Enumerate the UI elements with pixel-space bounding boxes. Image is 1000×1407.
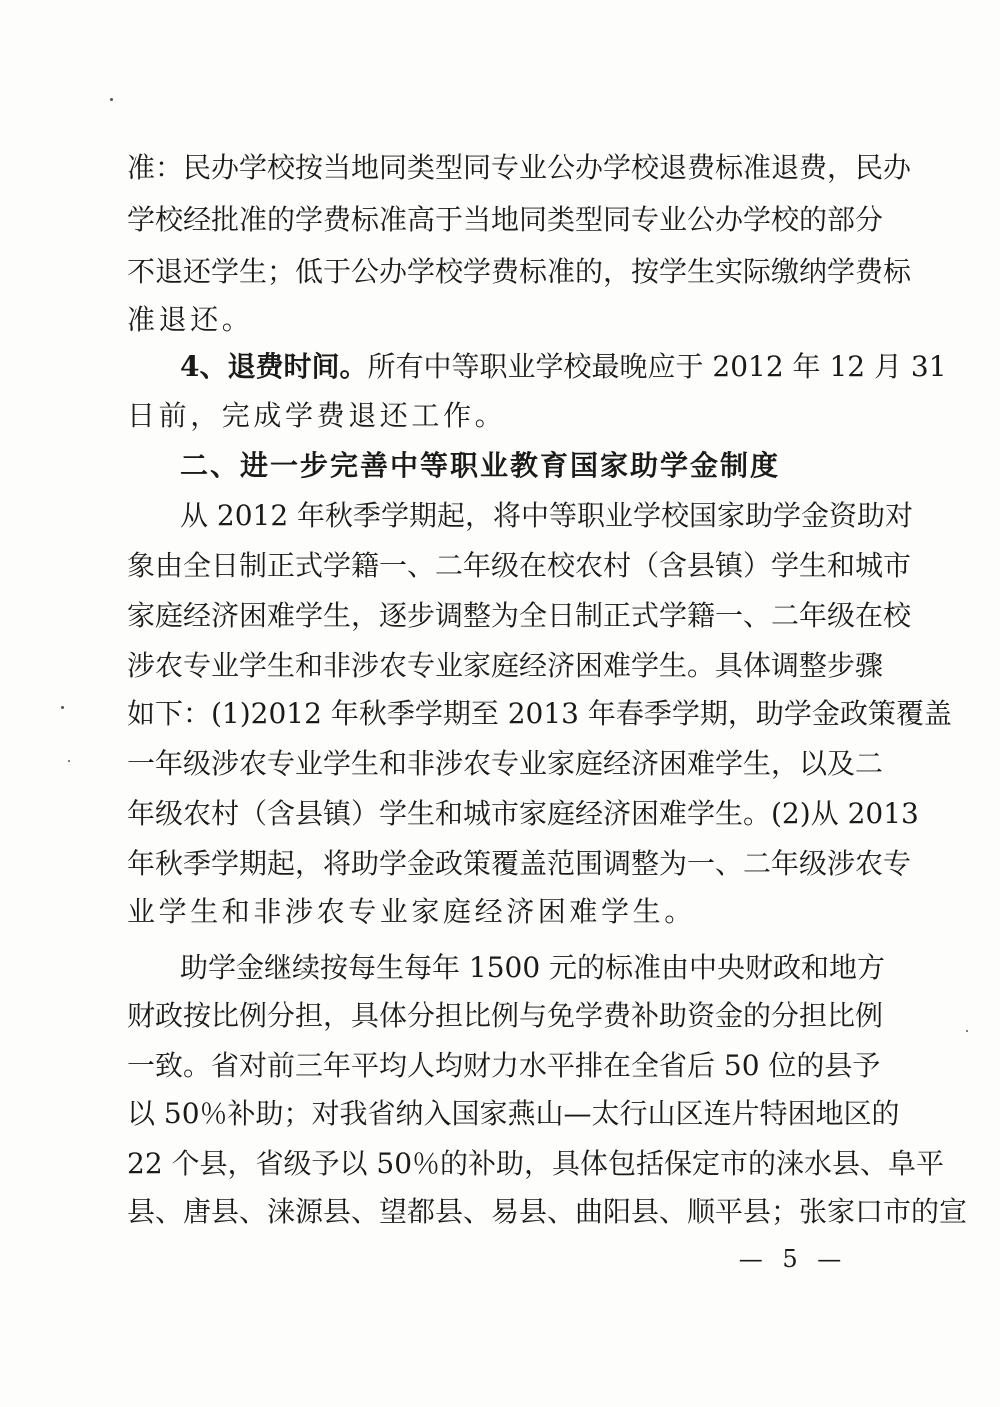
paragraph-text: 所有中等职业学校最晚应于 2012 年 12 月 31 (367, 350, 947, 383)
scan-speck (966, 1030, 968, 1032)
section-heading: 二、进一步完善中等职业教育国家助学金制度 (180, 449, 781, 482)
paragraph-line: 一致。省对前三年平均人均财力水平排在全省后 50 位的县予 (127, 1049, 881, 1082)
paragraph-line (180, 347, 947, 387)
paragraph-line: 财政按比例分担，具体分担比例与免学费补助资金的分担比例 (127, 999, 884, 1032)
paragraph-line: 如下：(1)2012 年秋季学期至 2013 年春季学期，助学金政策覆盖 (127, 697, 952, 730)
paragraph-line: 日前，完成学费退还工作。 (127, 399, 507, 432)
scan-speck (110, 98, 113, 101)
paragraph-line: 学校经批准的学费标准高于当地同类型同专业公办学校的部分 (127, 203, 884, 236)
bold-lead: 4、退费时间。 (180, 350, 368, 383)
page-number: — 5 — (738, 1245, 848, 1273)
paragraph-line: 以 50％补助；对我省纳入国家燕山—太行山区连片特困地区的 (127, 1097, 900, 1130)
paragraph-line: 涉农专业学生和非涉农专业家庭经济困难学生。具体调整步骤 (127, 649, 884, 682)
paragraph-line: 象由全日制正式学籍一、二年级在校农村（含县镇）学生和城市 (127, 549, 912, 582)
paragraph-line: 准：民办学校按当地同类型同专业公办学校退费标准退费，民办 (127, 151, 912, 184)
paragraph-line: 县、唐县、涞源县、望都县、易县、曲阳县、顺平县；张家口市的宣 (127, 1195, 968, 1228)
scan-speck (61, 706, 64, 709)
paragraph-line: 年秋季学期起，将助学金政策覆盖范围调整为一、二年级涉农专 (127, 847, 912, 880)
paragraph-line: 助学金继续按每生每年 1500 元的标准由中央财政和地方 (180, 951, 886, 984)
paragraph-line: 家庭经济困难学生，逐步调整为全日制正式学籍一、二年级在校 (127, 599, 912, 632)
paragraph-line: 从 2012 年秋季学期起，将中等职业学校国家助学金资助对 (180, 499, 914, 532)
paragraph-line: 年级农村（含县镇）学生和城市家庭经济困难学生。(2)从 2013 (127, 797, 919, 830)
paragraph-line: 业学生和非涉农专业家庭经济困难学生。 (127, 895, 696, 928)
paragraph-line: 一年级涉农专业学生和非涉农专业家庭经济困难学生，以及二 (127, 747, 884, 780)
paragraph-line: 不退还学生；低于公办学校学费标准的，按学生实际缴纳学费标 (127, 255, 912, 288)
scan-speck (68, 760, 70, 762)
paragraph-line: 22 个县，省级予以 50％的补助，具体包括保定市的涞水县、阜平 (127, 1147, 945, 1180)
paragraph-line: 准退还。 (127, 303, 254, 336)
